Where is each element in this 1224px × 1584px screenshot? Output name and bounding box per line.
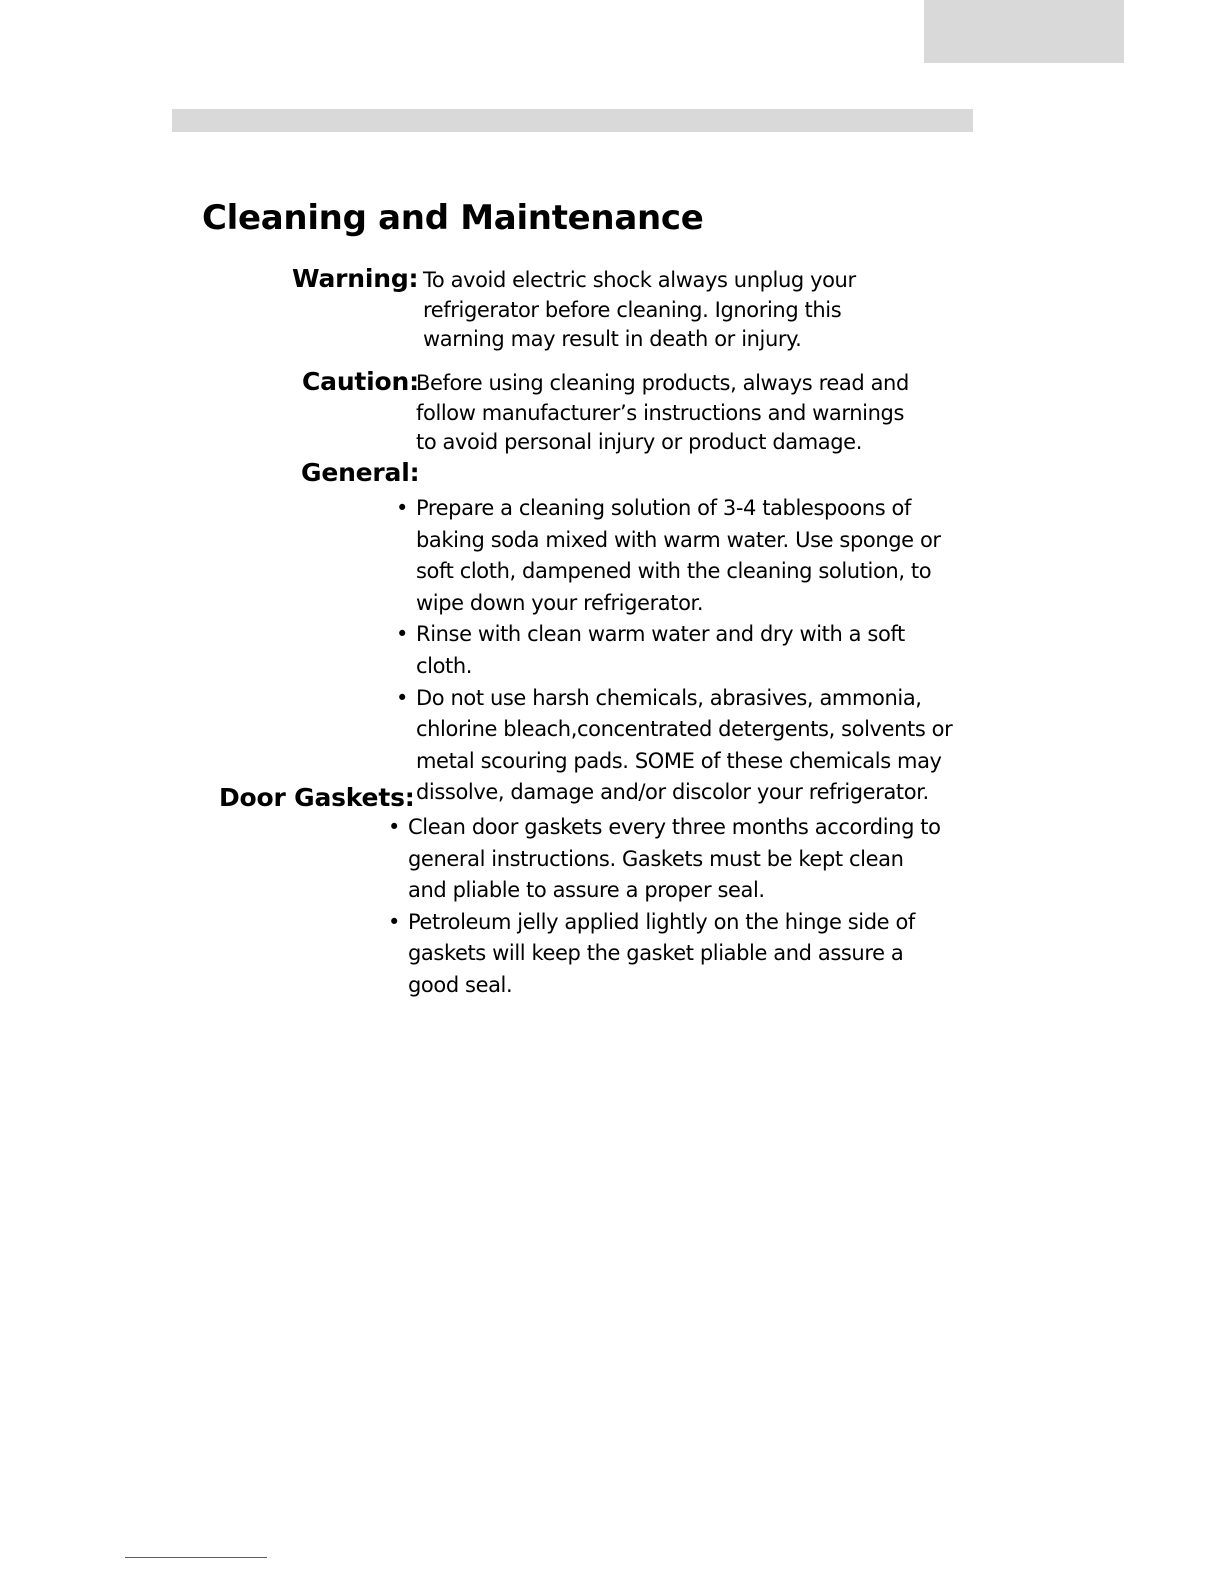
list-item-text: Do not use harsh chemicals, abrasives, ammonia, chlorine bleach,concentrated detergents, solvents or metal scouring pads. SOME of these chemicals may dissolve, damage and/or discolor your refrigerator. — [416, 685, 953, 805]
list-item-text: Rinse with clean warm water and dry with a soft cloth. — [416, 622, 905, 678]
list-item — [396, 683, 956, 809]
caution-label: Caution: — [302, 367, 419, 396]
list-item-text: Clean door gaskets every three months according to general instructions. Gaskets must be kept clean and pliable to assure a proper seal. — [408, 815, 941, 903]
list-item — [388, 812, 944, 907]
header-bar — [172, 109, 973, 132]
bullet-icon: • — [396, 496, 408, 520]
caution-text: Before using cleaning products, always read and follow manufacturer’s instructions and warnings to avoid personal injury or product damage. — [416, 371, 909, 454]
list-item — [396, 619, 956, 682]
corner-tab — [924, 0, 1124, 63]
bullet-icon: • — [388, 909, 400, 934]
warning-text: To avoid electric shock always unplug your refrigerator before cleaning. Ignoring this warning may result in death or injury. — [423, 268, 856, 351]
door-gaskets-list — [388, 812, 944, 1002]
bullet-icon: • — [396, 622, 408, 647]
list-item-text: Petroleum jelly applied lightly on the hinge side of gaskets will keep the gasket pliable and assure a good seal. — [408, 909, 915, 997]
page-title: Cleaning and Maintenance — [202, 198, 704, 238]
door-gaskets-label: Door Gaskets: — [219, 783, 415, 812]
general-label: General: — [301, 458, 420, 487]
list-item — [388, 907, 944, 1002]
general-list — [396, 493, 956, 809]
bullet-icon: • — [396, 685, 408, 710]
warning-label: Warning: — [292, 264, 419, 293]
footer-line — [125, 1557, 267, 1558]
bullet-icon: • — [388, 815, 400, 839]
list-item-text: Prepare a cleaning solution of 3-4 tablespoons of baking soda mixed with warm water. Use sponge or soft cloth, dampened with the cleaning solution, to wipe down your refrigerator. — [416, 496, 941, 615]
list-item — [396, 493, 956, 619]
